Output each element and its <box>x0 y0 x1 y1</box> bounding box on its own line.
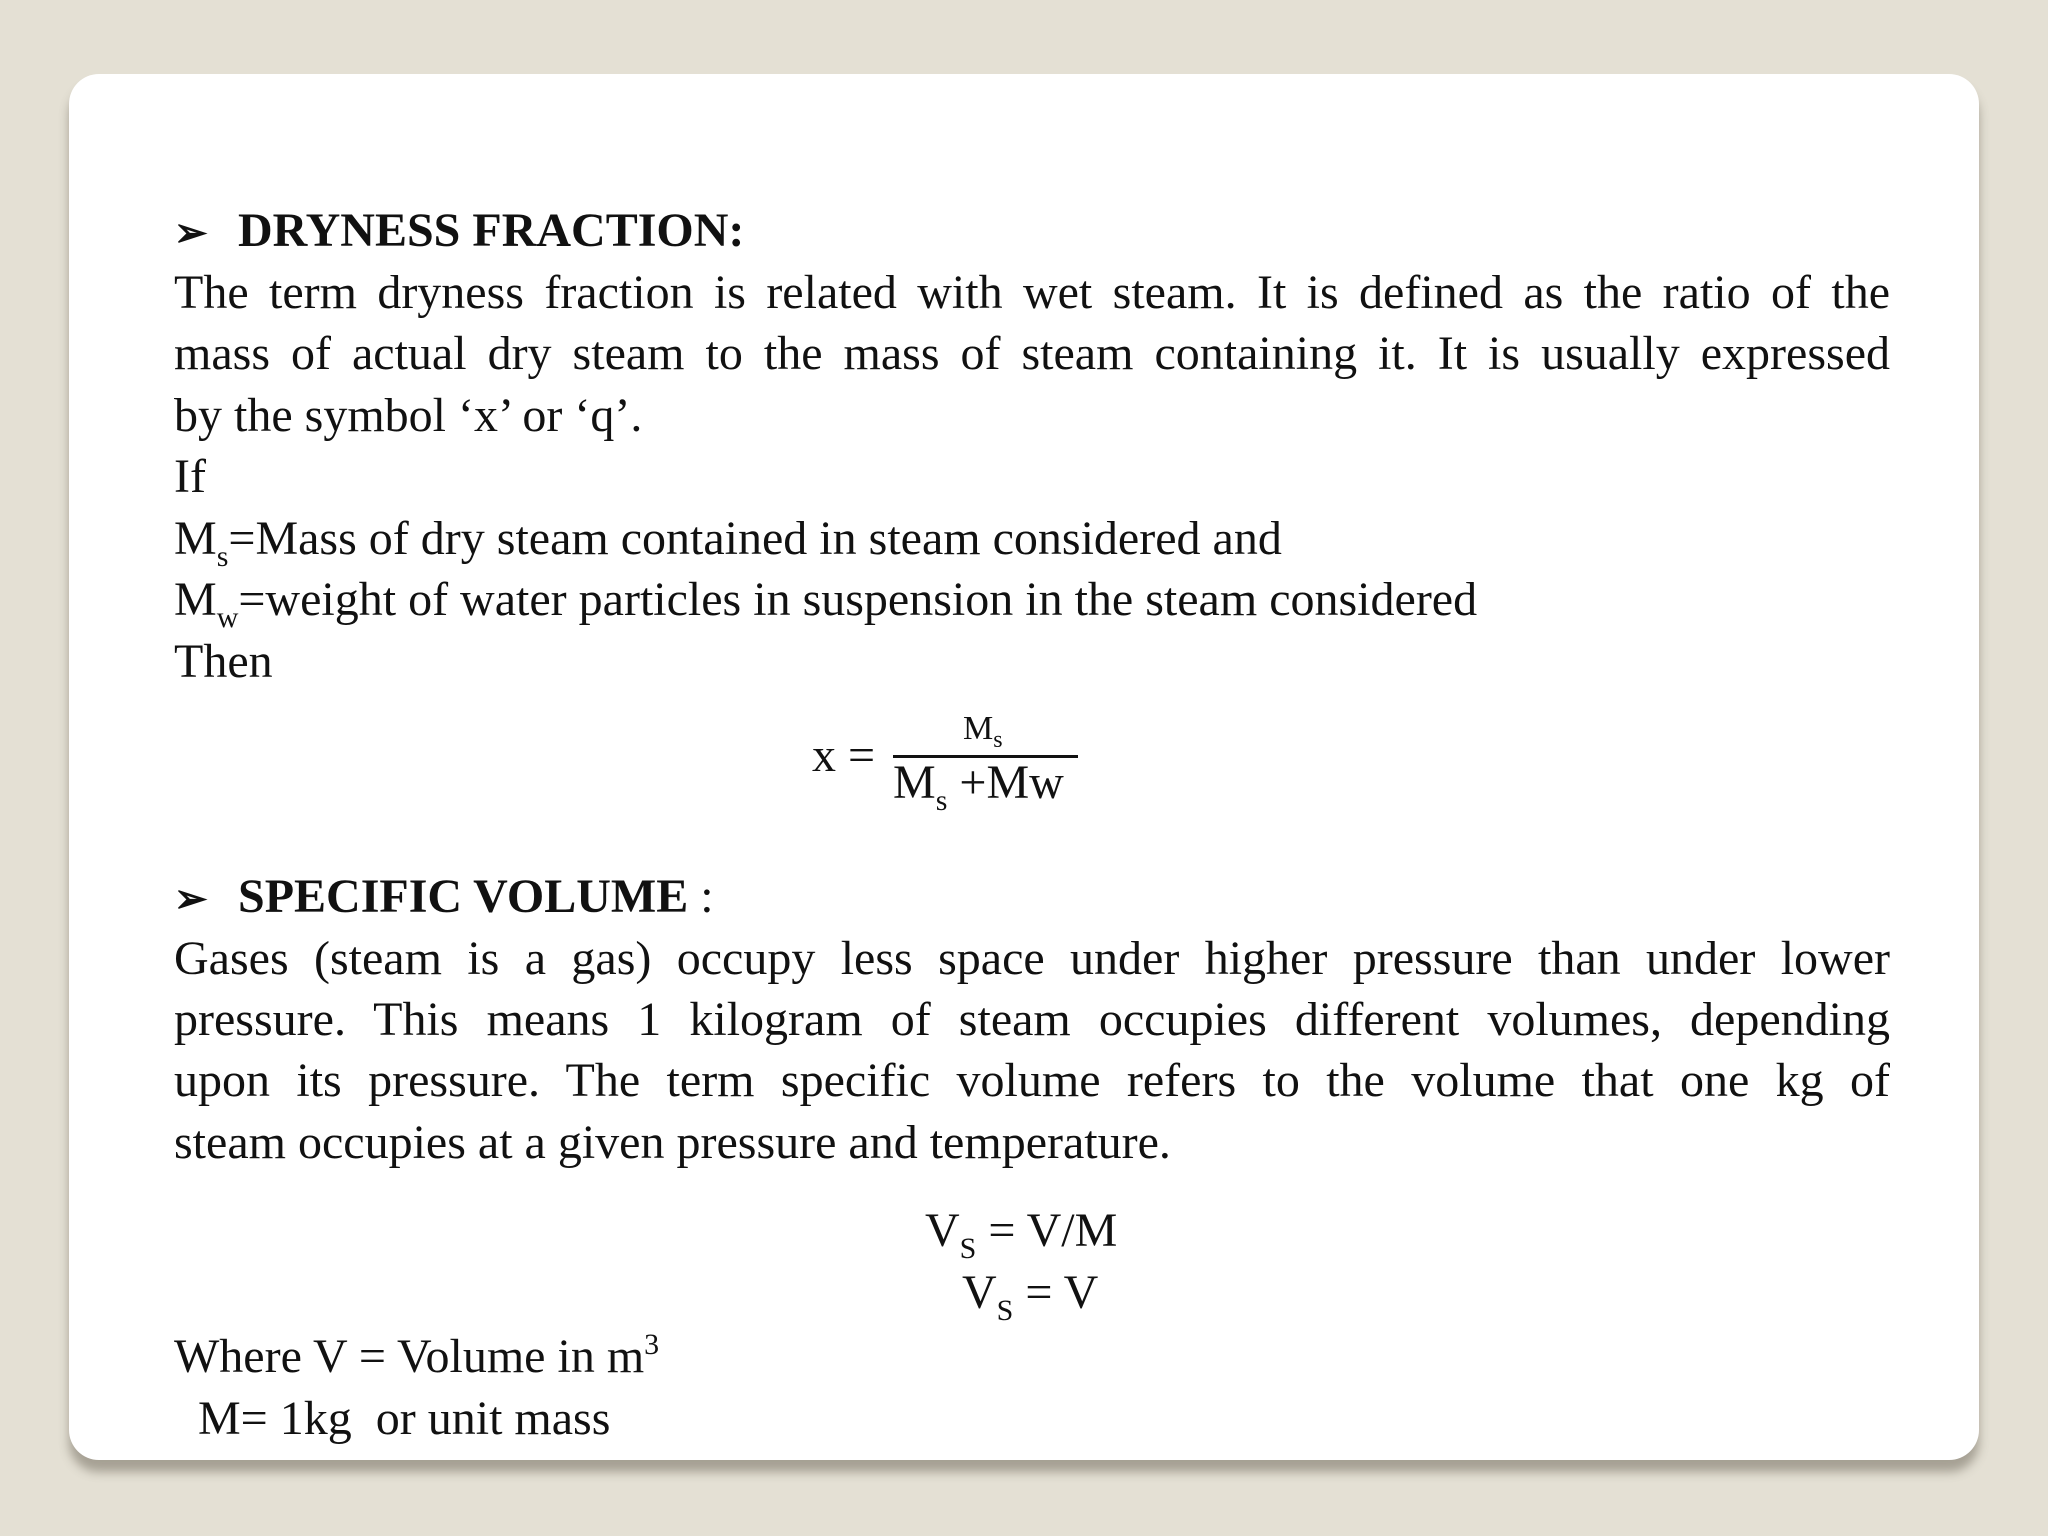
vs-symbol: V <box>925 1204 960 1257</box>
specific-volume-heading <box>174 866 1890 930</box>
specific-volume-paragraph-line-1: Gases (steam is a gas) occupy less space under higher pressure than under lower <box>174 932 1890 985</box>
numerator-symbol: M <box>963 710 994 747</box>
bullet-arrow-icon: ➢ <box>174 210 208 255</box>
where-line-2: M= 1kg or unit mass <box>174 1392 611 1445</box>
vs-subscript: S <box>959 1232 977 1265</box>
mw-definition-text: =weight of water particles in suspension in the steam considered <box>238 573 1478 626</box>
mw-subscript: w <box>216 601 239 634</box>
dryness-heading <box>174 200 1890 264</box>
where-line-1 <box>174 1326 1890 1388</box>
specific-volume-paragraph-line-4: steam occupies at a given pressure and temperature. <box>174 1116 1171 1169</box>
mw-definition <box>174 569 1890 634</box>
denominator-subscript: s <box>935 784 948 817</box>
ms-definition-text: =Mass of dry steam contained in steam considered and <box>228 512 1282 565</box>
ms-subscript: s <box>216 540 229 573</box>
volume-formula-2-rhs: = V <box>1013 1266 1099 1319</box>
volume-formula-2 <box>962 1265 1099 1327</box>
denominator-rest: +Mw <box>947 756 1064 809</box>
formula-lhs: x = <box>812 729 876 782</box>
where-line-1-text: Where V = Volume in m <box>174 1330 645 1383</box>
specific-volume-colon: : <box>688 870 714 923</box>
denominator-symbol: M <box>893 756 936 809</box>
bullet-arrow-icon: ➢ <box>174 876 208 921</box>
dryness-heading-text: DRYNESS FRACTION: <box>238 204 745 257</box>
dryness-paragraph-line-2: mass of actual dry steam to the mass of steam containing it. It is usually expressed <box>174 327 1890 380</box>
volume-formula-1-rhs: = V/M <box>976 1204 1118 1257</box>
numerator-subscript: s <box>993 727 1003 753</box>
formula-denominator <box>893 755 1064 817</box>
dryness-paragraph-line-1: The term dryness fraction is related with wet steam. It is defined as the ratio of the <box>174 266 1890 319</box>
ms-definition <box>174 508 1890 573</box>
vs-subscript: S <box>996 1294 1014 1327</box>
specific-volume-paragraph-line-2: pressure. This means 1 kilogram of steam occupies different volumes, depending <box>174 993 1890 1046</box>
formula-numerator <box>963 710 1003 753</box>
ms-symbol: M <box>174 512 217 565</box>
if-label: If <box>174 450 206 503</box>
volume-formula-1 <box>925 1203 1118 1265</box>
cubic-superscript: 3 <box>644 1328 660 1361</box>
specific-volume-paragraph-line-3: upon its pressure. The term specific volume refers to the volume that one kg of <box>174 1054 1890 1107</box>
then-label: Then <box>174 635 273 688</box>
specific-volume-heading-text: SPECIFIC VOLUME <box>238 870 689 923</box>
vs-symbol: V <box>962 1266 997 1319</box>
mw-symbol: M <box>174 573 217 626</box>
dryness-paragraph-line-3: by the symbol ‘x’ or ‘q’. <box>174 389 643 442</box>
